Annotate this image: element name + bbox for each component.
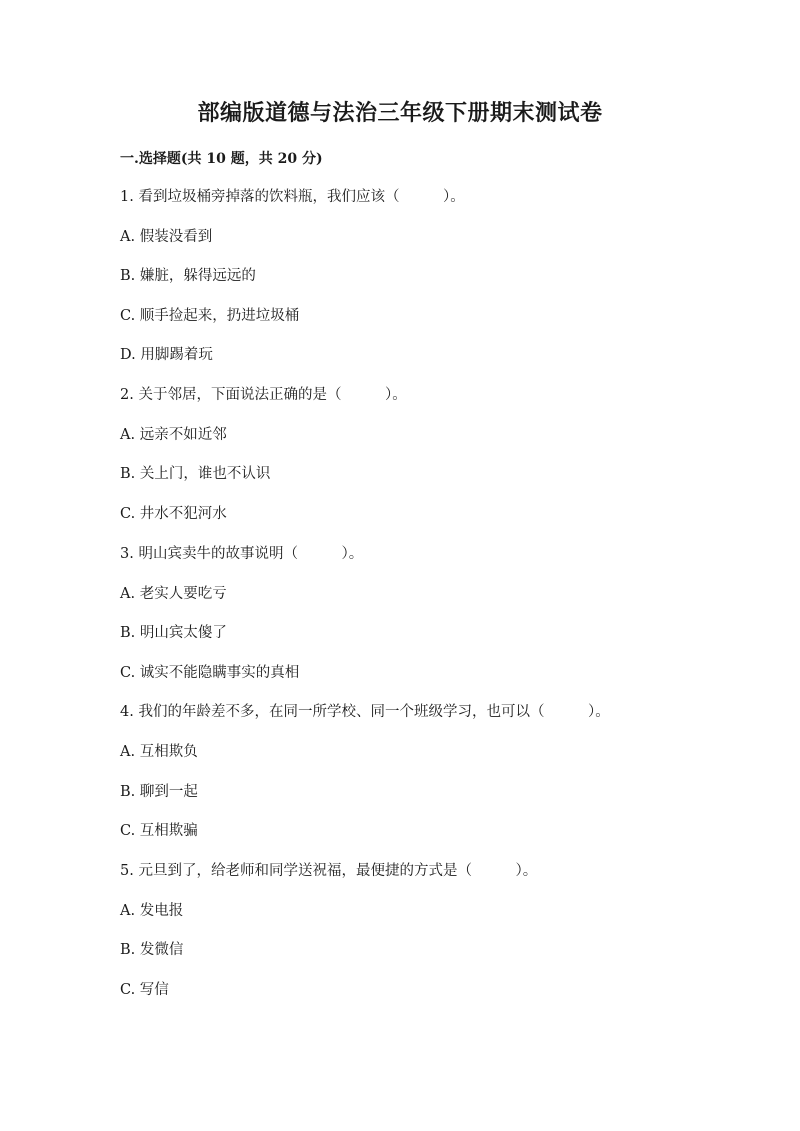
- question-option: B. 明山宾太傻了: [120, 625, 227, 641]
- question-option: B. 聊到一起: [120, 784, 198, 800]
- question-option: A. 远亲不如近邻: [120, 427, 227, 443]
- question-stem: 5. 元旦到了，给老师和同学送祝福，最便捷的方式是（ ）。: [120, 863, 538, 879]
- question-option: A. 老实人要吃亏: [120, 586, 227, 602]
- question-option: B. 嫌脏，躲得远远的: [120, 268, 256, 284]
- page-title: 部编版道德与法治三年级下册期末测试卷: [197, 100, 603, 126]
- question-option: D. 用脚踢着玩: [120, 347, 213, 363]
- question-stem: 3. 明山宾卖牛的故事说明（ ）。: [120, 546, 364, 562]
- question-option: A. 互相欺负: [120, 744, 198, 760]
- question-option: C. 写信: [120, 982, 169, 998]
- question-stem: 4. 我们的年龄差不多，在同一所学校、同一个班级学习，也可以（ ）。: [120, 704, 610, 720]
- question-stem: 1. 看到垃圾桶旁掉落的饮料瓶，我们应该（ ）。: [120, 189, 465, 205]
- question-option: A. 发电报: [120, 903, 184, 919]
- question-option: C. 诚实不能隐瞒事实的真相: [120, 665, 300, 681]
- question-option: B. 关上门，谁也不认识: [120, 466, 271, 482]
- section-heading: 一.选择题(共 10 题，共 20 分): [120, 151, 323, 167]
- question-option: C. 井水不犯河水: [120, 506, 227, 522]
- question-option: B. 发微信: [120, 942, 184, 958]
- question-option: A. 假装没看到: [120, 229, 213, 245]
- question-option: C. 互相欺骗: [120, 823, 198, 839]
- question-option: C. 顺手捡起来，扔进垃圾桶: [120, 308, 300, 324]
- question-stem: 2. 关于邻居，下面说法正确的是（ ）。: [120, 387, 407, 403]
